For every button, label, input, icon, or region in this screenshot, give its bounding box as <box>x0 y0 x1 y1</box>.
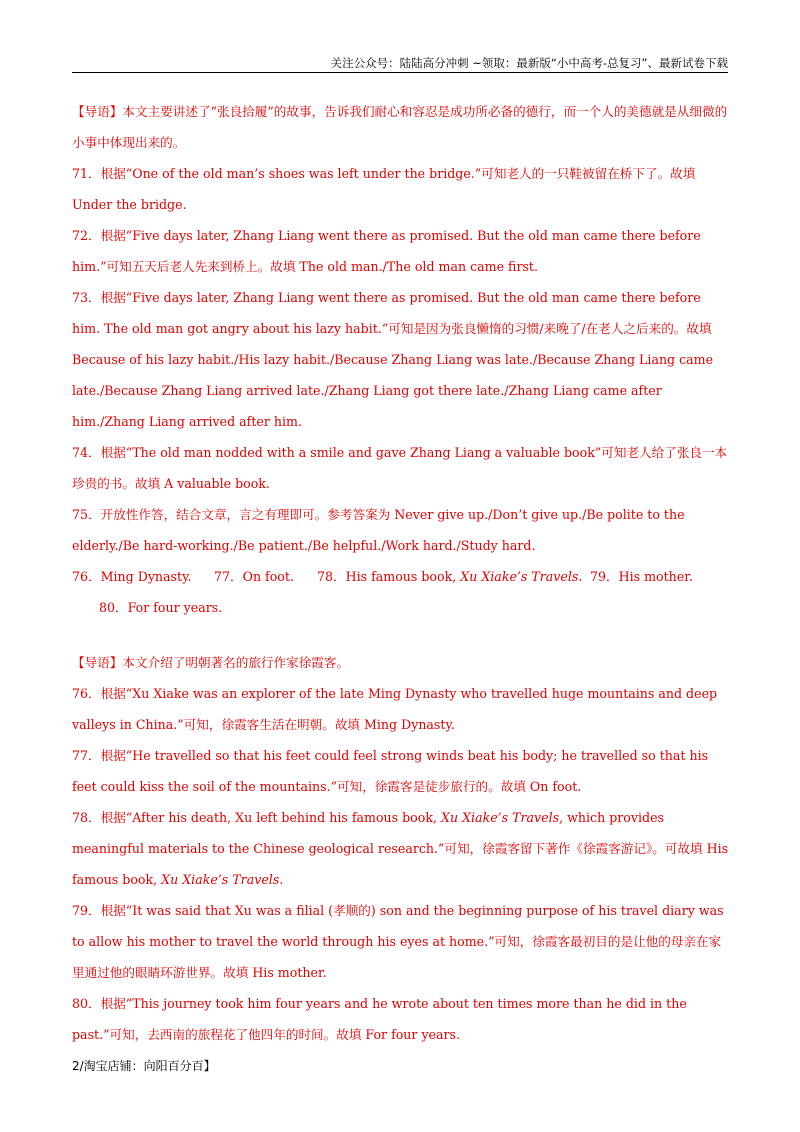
short-answer-78 <box>317 561 582 592</box>
page-footer: 2/淘宝店铺：向阳百分百】 <box>72 1059 216 1073</box>
short-answers-row <box>72 561 732 592</box>
explain-78 <box>72 802 732 895</box>
answer-72: 72．根据“Five days later, Zhang Liang went there as promised. But the old man came there before him.”可知五天后老人先来到桥上。故填 The old man./The old man came first. <box>72 228 701 274</box>
short-answer-78-prefix: 78．His famous book, <box>317 569 461 584</box>
guide-paragraph-2: 【导语】本文介绍了明朝著名的旅行作家徐霞客。 <box>72 655 350 670</box>
header-rule <box>72 72 728 73</box>
short-answer-78-suffix: . <box>578 569 583 584</box>
explain-78-title-1: Xu Xiake’s Travels <box>440 810 560 825</box>
page-header: 关注公众号：陆陆高分冲刺 ~领取：最新版“小中高考-总复习”、最新试卷下载 <box>330 56 728 70</box>
explain-77: 77．根据“He travelled so that his feet could feel strong winds beat his body; he travelled so that his feet could kiss the soil of the mountains.”可知，徐霞客是徒步旅行的。故填 On foot. <box>72 748 709 794</box>
explain-78-title-2: Xu Xiake’s Travels <box>161 872 280 887</box>
short-answer-80: 80．For four years. <box>99 600 223 615</box>
short-answer-76: 76．Ming Dynasty. <box>72 569 192 584</box>
explain-78-part-b: , which provides meaningful materials to the Chinese geological research.”可知，徐霞客留下著作《徐霞客游记》。可故填 His famous book, <box>72 810 729 887</box>
explain-78-part-c: . <box>279 872 284 887</box>
answer-73: 73．根据“Five days later, Zhang Liang went there as promised. But the old man came there before him. The old man got angry about his lazy habit.”可知是因为张良懒惰的习惯/来晚了/在老人之后来的。故填 Because of his lazy habit./His lazy habit./Because Zhang Liang was late./Because Zhang Liang came late./Because Zhang Liang arrived late./Zhang Liang got there late./Zhang Liang came after him./Zhang Liang arrived after him. <box>72 290 714 429</box>
answer-71: 71．根据“One of the old man’s shoes was left under the bridge.”可知老人的一只鞋被留在桥下了。故填 Under the bridge. <box>72 166 696 212</box>
explain-78-part-a: 78．根据“After his death, Xu left behind his famous book, <box>72 810 441 825</box>
answer-75: 75．开放性作答，结合文章，言之有理即可。参考答案为 Never give up./Don’t give up./Be polite to the elderly./Be hard-working./Be patient./Be helpful./Work hard./Study hard. <box>72 507 685 553</box>
page-content <box>72 96 732 1050</box>
answer-74: 74．根据“The old man nodded with a smile and gave Zhang Liang a valuable book”可知老人给了张良一本珍贵的书。故填 A valuable book. <box>72 445 728 491</box>
short-answer-77: 77．On foot. <box>214 569 294 584</box>
explain-80: 80．根据“This journey took him four years and he wrote about ten times more than he did in the past.”可知，去西南的旅程花了他四年的时间。故填 For four years. <box>72 996 687 1042</box>
short-answer-78-title: Xu Xiake’s Travels <box>460 569 579 584</box>
section-spacer <box>72 623 732 647</box>
explain-76: 76．根据“Xu Xiake was an explorer of the late Ming Dynasty who travelled huge mountains and deep valleys in China.”可知，徐霞客生活在明朝。故填 Ming Dynasty. <box>72 686 718 732</box>
short-answer-79: 79．His mother. <box>590 569 693 584</box>
guide-paragraph-1: 【导语】本文主要讲述了“张良拾履”的故事，告诉我们耐心和容忍是成功所必备的德行，而一个人的美德就是从细微的小事中体现出来的。 <box>72 104 728 150</box>
explain-79: 79．根据“It was said that Xu was a filial (孝顺的) son and the beginning purpose of his travel diary was to allow his mother to travel the world through his eyes at home.”可知，徐霞客最初目的是让他的母亲在家里通过他的眼睛环游世界。故填 His mother. <box>72 903 724 980</box>
